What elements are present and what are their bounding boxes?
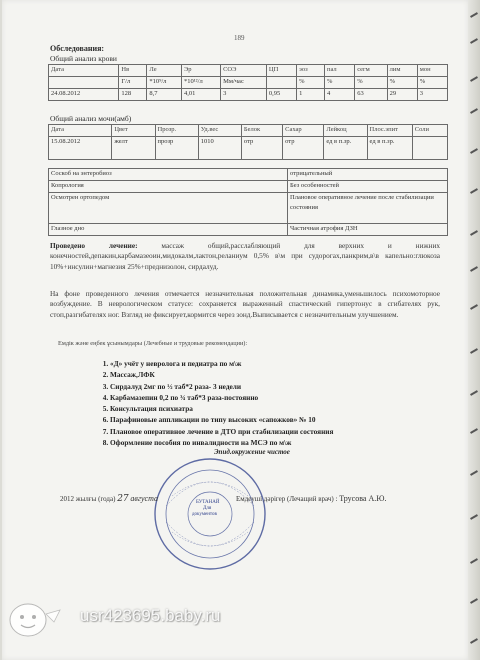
blood-header-row xyxy=(49,65,448,77)
blood-header-seg: сегм xyxy=(355,65,387,77)
urine-value: прозр xyxy=(155,137,198,160)
blood-header-date: Дата xyxy=(49,65,119,77)
blood-unit: *10¹²/л xyxy=(181,77,220,89)
urine-header-row xyxy=(49,125,448,137)
blood-header-eos: эоз xyxy=(297,65,325,77)
urine-header: Соли xyxy=(412,125,447,137)
blood-value: 4 xyxy=(325,89,355,101)
blood-header-mon: мон xyxy=(417,65,447,77)
urine-header: Сахар xyxy=(283,125,324,137)
blood-unit: % xyxy=(417,77,447,89)
document-page xyxy=(2,0,468,660)
doctor-name: Трусова А.Ю. xyxy=(339,494,387,503)
recommendation-item: 7. Плановое оперативное лечение в ДТО при стабилизации состояния xyxy=(110,426,333,437)
blood-unit: % xyxy=(387,77,417,89)
urine-value: 15.08.2012 xyxy=(49,137,112,160)
other-exam-result: отрицательный xyxy=(288,169,448,181)
recommendation-item: 5. Консультация психиатра xyxy=(110,403,333,414)
other-exams-table xyxy=(48,168,448,236)
urine-test-title: Общий анализ мочи(амб) xyxy=(50,114,132,123)
outcome-paragraph: На фоне проведенного лечения отмечается незначительная положительная динамика,уменьшилось психомоторное возбуждение. В неврологическом статусе: сохраняется выраженный спастический гипертонус в сгибателях рук, стоп,разгибателях ног. Взгляд не фиксирует,кормится через зонд.Выписывается с незначительным улучшением. xyxy=(50,289,440,319)
blood-value-row xyxy=(49,89,448,101)
stamp-text-line: документов xyxy=(192,512,217,517)
blood-value: 128 xyxy=(119,89,147,101)
date-month: августа xyxy=(130,494,158,503)
urine-header: Цвет xyxy=(112,125,155,137)
blood-unit xyxy=(49,77,119,89)
page-edge-binding xyxy=(468,0,480,660)
recommendation-item: 6. Парафиновые аппликации по типу высоких «сапожков» № 10 xyxy=(110,414,333,425)
blood-value: 29 xyxy=(387,89,417,101)
other-exam-name: Копрология xyxy=(49,181,288,193)
other-exam-result: Плановое оперативное лечение после стабилизации состояния xyxy=(288,193,448,224)
blood-unit: % xyxy=(297,77,325,89)
treatment-text: массаж общий,расслабляющий для верхних и нижних конечностей,депакин,карбамазеоин,мидокалм,лактон,реланиум 0,5% в\м при судорогах,панкрим,в\в капельно:глюкоза 10%+инсулин+магнезия 25%+преднизолон, сирдалуд. xyxy=(50,241,440,271)
recommendations-note: Емдік және еңбек ұсынымдары (Лечебные и трудовые рекомендации): xyxy=(58,340,248,347)
blood-value: 1 xyxy=(297,89,325,101)
blood-header-wbc: Ле xyxy=(147,65,182,77)
other-exam-result: Без особенностей xyxy=(288,181,448,193)
urine-value-row xyxy=(49,137,448,160)
treatment-label: Проведено лечение: xyxy=(50,241,138,250)
blood-unit: Мм/час xyxy=(221,77,267,89)
exams-title: Обследования: xyxy=(50,44,105,53)
recommendation-item: 2. Массаж,ЛФК xyxy=(110,369,333,380)
urine-header: Уд.вес xyxy=(198,125,241,137)
blood-test-title: Общий анализ крови xyxy=(50,54,117,63)
urine-test-table xyxy=(48,124,448,160)
recommendation-item: 1. «Д» учёт у невролога и педиатра по м\ж xyxy=(110,358,333,369)
other-exam-result: Частичная атрофия ДЗН xyxy=(288,224,448,236)
other-exam-name: Соскоб на энтеробиоз xyxy=(49,169,288,181)
blood-value: 3 xyxy=(221,89,267,101)
date-day: 27 xyxy=(117,494,129,504)
urine-value: ед в п.зр. xyxy=(324,137,367,160)
watermark-avatar-icon xyxy=(4,600,74,640)
urine-header: Прозр. xyxy=(155,125,198,137)
recommendation-item: 8. Оформление пособия по инвалидности на МСЭ по м\ж xyxy=(110,437,333,448)
page-number: 189 xyxy=(234,34,245,42)
blood-header-ci: ЦП xyxy=(266,65,296,77)
treatment-paragraph xyxy=(50,241,440,272)
epid-environment: Эпид.окружение чистое xyxy=(214,448,290,456)
blood-header-rbc: Эр xyxy=(181,65,220,77)
urine-header: Дата xyxy=(49,125,112,137)
stamp-text-line: Для xyxy=(203,506,212,511)
doctor-signature xyxy=(236,494,386,503)
recommendations-list xyxy=(90,358,333,448)
blood-value: 24.08.2012 xyxy=(49,89,119,101)
blood-unit xyxy=(266,77,296,89)
watermark-text: usr423695.baby.ru xyxy=(80,606,221,625)
other-exam-name: Глазное дно xyxy=(49,224,288,236)
signature-date xyxy=(60,494,158,504)
urine-header: Плос.эпит xyxy=(367,125,412,137)
other-exam-row xyxy=(49,181,448,193)
recommendation-item: 3. Сирдалуд 2мг по ½ таб*2 раза- 3 недели xyxy=(110,381,333,392)
blood-value: 0,95 xyxy=(266,89,296,101)
recommendation-item: 4. Карбамазепин 0,2 по ¾ таб*3 раза-постоянно xyxy=(110,392,333,403)
urine-value: желт xyxy=(112,137,155,160)
other-exam-row xyxy=(49,193,448,224)
other-exam-row xyxy=(49,224,448,236)
blood-unit: % xyxy=(325,77,355,89)
urine-header: Белок xyxy=(241,125,282,137)
blood-header-band: пал xyxy=(325,65,355,77)
urine-value xyxy=(412,137,447,160)
blood-header-esr: СОЭ xyxy=(221,65,267,77)
urine-value: отр xyxy=(241,137,282,160)
blood-unit: Г/л xyxy=(119,77,147,89)
urine-value: ед в п.зр. xyxy=(367,137,412,160)
stamp-text-line: БУТАНАЙ xyxy=(196,500,220,505)
blood-value: 63 xyxy=(355,89,387,101)
date-prefix: 2012 жылғы (года) xyxy=(60,495,116,503)
blood-units-row xyxy=(49,77,448,89)
blood-value: 4,01 xyxy=(181,89,220,101)
blood-value: 3 xyxy=(417,89,447,101)
blood-test-table xyxy=(48,64,448,101)
urine-header: Лейкоц xyxy=(324,125,367,137)
blood-header-lym: лим xyxy=(387,65,417,77)
doctor-label: Емдеуші дәрігер (Лечащий врач) : xyxy=(236,495,338,503)
blood-header-hb: Нв xyxy=(119,65,147,77)
other-exam-row xyxy=(49,169,448,181)
other-exam-name: Осмотрен ортопедом xyxy=(49,193,288,224)
urine-value: 1010 xyxy=(198,137,241,160)
blood-value: 8,7 xyxy=(147,89,182,101)
urine-value: отр xyxy=(283,137,324,160)
blood-unit: % xyxy=(355,77,387,89)
blood-unit: *10⁹/л xyxy=(147,77,182,89)
